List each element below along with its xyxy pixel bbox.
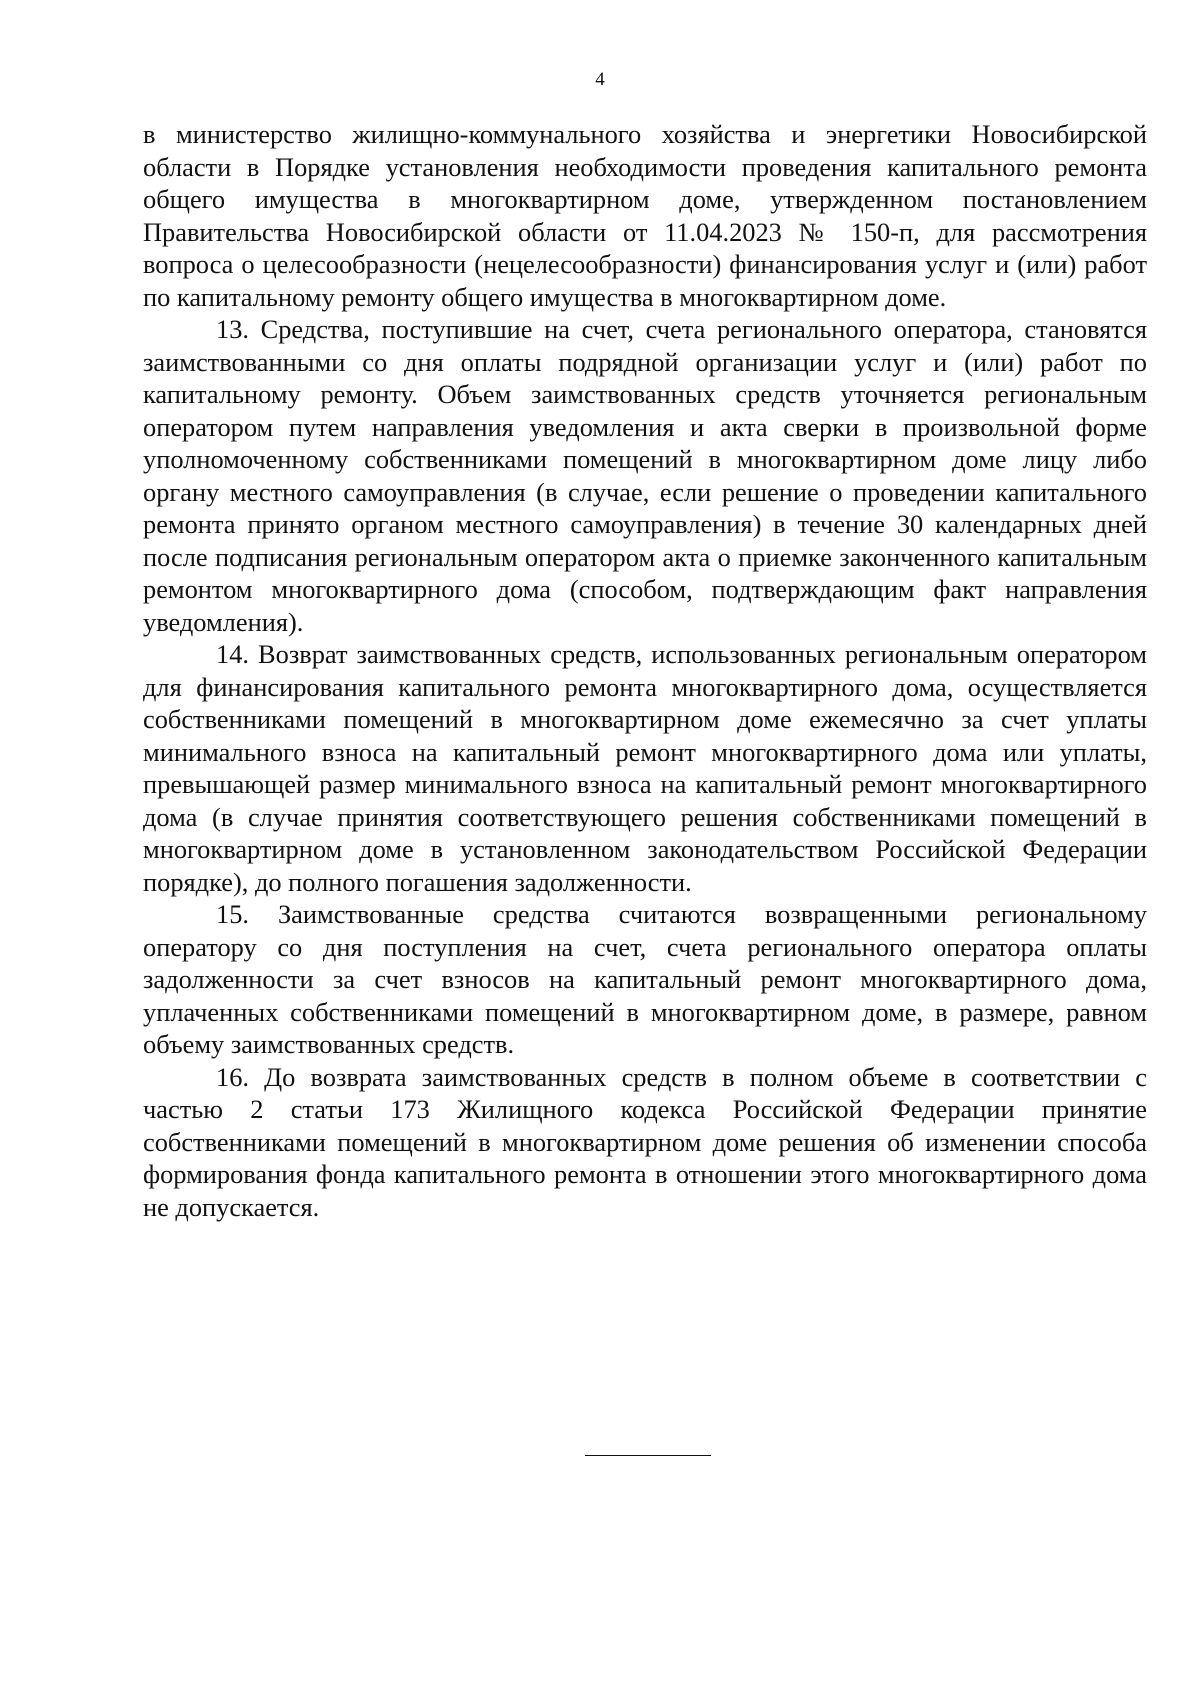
paragraph-14: 14. Возврат заимствованных средств, использованных региональным оператором для финансирования капитального ремонта многоквартирного дома, осуществляется собственниками помещений в многоквартирном доме ежемесячно за счет уплаты минимального взноса на капитальный ремонт многоквартирного дома или уплаты, превышающей размер минимального взноса на капитальный ремонт многоквартирного дома (в случае принятия соответствующего решения собственниками помещений в многоквартирном доме в установленном законодательством Российской Федерации порядке), до полного погашения задолженности. (143, 639, 1147, 897)
page-number: 4 (595, 69, 605, 90)
paragraph-continuation: в министерство жилищно-коммунального хозяйства и энергетики Новосибирской области в Порядке установления необходимости проведения капитального ремонта общего имущества в многоквартирном доме, утвержденном постановлением Правительства Новосибирской области от 11.04.2023 № 150-п, для рассмотрения вопроса о целесообразности (нецелесообразности) финансирования услуг и (или) работ по капитальному ремонту общего имущества в многоквартирном доме. (143, 119, 1147, 312)
paragraph-13: 13. Средства, поступившие на счет, счета регионального оператора, становятся заимствованными со дня оплаты подрядной организации услуг и (или) работ по капитальному ремонту. Объем заимствованных средств уточняется региональным оператором путем направления уведомления и акта сверки в произвольной форме уполномоченному собственниками помещений в многоквартирном доме лицу либо органу местного самоуправления (в случае, если решение о проведении капитального ремонта принято органом местного самоуправления) в течение 30 календарных дней после подписания региональным оператором акта о приемке законченного капитальным ремонтом многоквартирного дома (способом, подтверждающим факт направления уведомления). (143, 314, 1147, 637)
document-body (143, 118, 1147, 1223)
end-of-document-rule (585, 1455, 711, 1456)
paragraph-16: 16. До возврата заимствованных средств в полном объеме в соответствии с частью 2 статьи 173 Жилищного кодекса Российской Федерации принятие собственниками помещений в многоквартирном доме решения об изменении способа формирования фонда капитального ремонта в отношении этого многоквартирного дома не допускается. (143, 1061, 1147, 1222)
paragraph-15: 15. Заимствованные средства считаются возвращенными региональному оператору со дня поступления на счет, счета регионального оператора оплаты задолженности за счет взносов на капитальный ремонт многоквартирного дома, уплаченных собственниками помещений в многоквартирном доме, в размере, равном объему заимствованных средств. (143, 899, 1147, 1059)
